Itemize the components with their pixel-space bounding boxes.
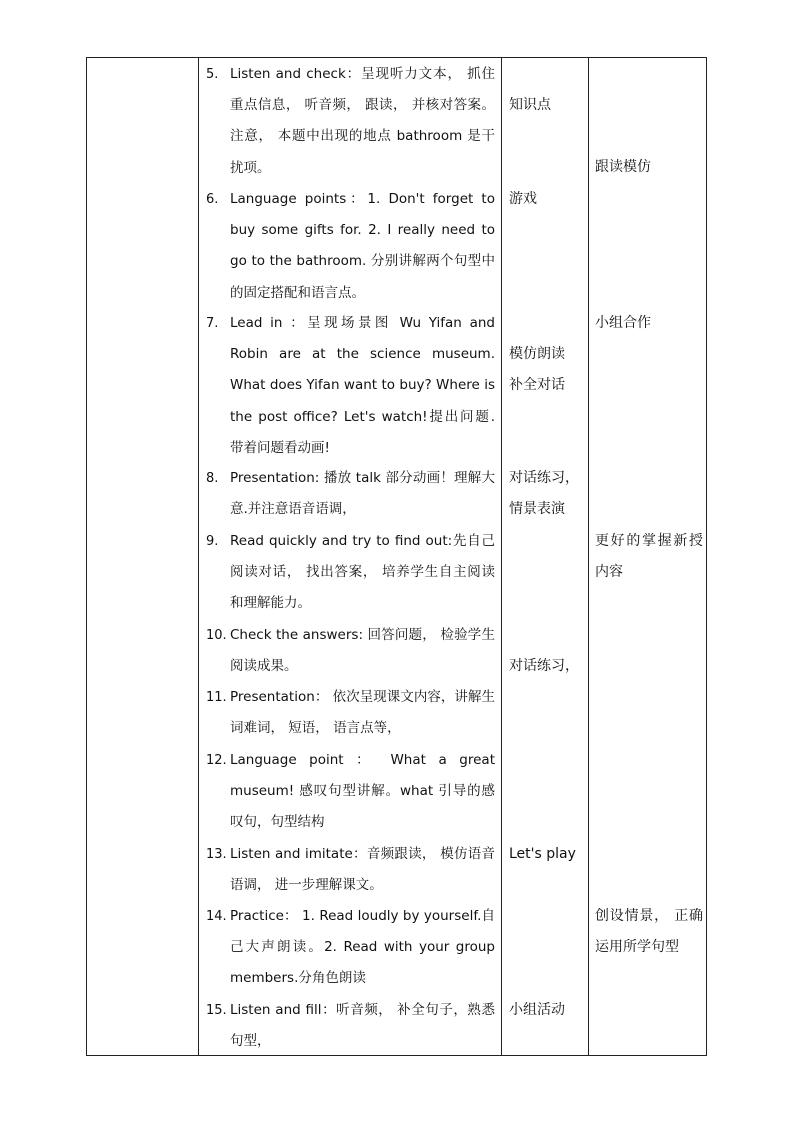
step-number: 6. bbox=[206, 192, 219, 207]
activity-note: 对话练习， bbox=[509, 658, 579, 674]
activity-note: Let's play bbox=[509, 846, 576, 862]
step-text: Language point ： What a great museum! 感叹句型讲解。what 引导的感叹句，句型结构 bbox=[230, 752, 495, 831]
purpose-note: 更好的掌握新授内容 bbox=[595, 533, 703, 581]
activity-note: 知识点 bbox=[509, 97, 551, 113]
purpose-note: 小组合作 bbox=[595, 315, 651, 331]
step-number: 14. bbox=[206, 909, 227, 924]
step-text: Read quickly and try to find out:先自己阅读对话， 找出答案， 培养学生自主阅读和理解能力。 bbox=[230, 533, 495, 612]
step-number: 5. bbox=[206, 67, 219, 82]
step-number: 8. bbox=[206, 471, 219, 486]
activity-note: 情景表演 bbox=[509, 501, 565, 517]
purpose-column bbox=[589, 58, 707, 1055]
step-text: Check the answers: 回答问题， 检验学生阅读成果。 bbox=[230, 627, 495, 675]
purpose-note: 创设情景， 正确运用所学句型 bbox=[595, 908, 703, 956]
procedure-column bbox=[199, 58, 501, 1055]
step-text: Listen and imitate：音频跟读， 模仿语音语调， 进一步理解课文。 bbox=[230, 846, 495, 894]
step-number: 11. bbox=[206, 690, 227, 705]
lesson-plan-table bbox=[86, 57, 707, 1056]
step-text: Language points：1. Don't forget to buy some gifts for. 2. I really need to go to the bathroom. 分别讲解两个句型中的固定搭配和语言点。 bbox=[230, 191, 495, 301]
step-text: Listen and check：呈现听力文本， 抓住重点信息， 听音频， 跟读， 并核对答案。注意， 本题中出现的地点 bathroom 是干扰项。 bbox=[230, 66, 495, 176]
purpose-note: 跟读模仿 bbox=[595, 159, 651, 175]
step-number: 13. bbox=[206, 847, 227, 862]
activity-note: 补全对话 bbox=[509, 377, 565, 393]
activity-note: 对话练习， bbox=[509, 470, 579, 486]
step-number: 7. bbox=[206, 316, 219, 331]
step-text: Presentation: 播放 talk 部分动画！理解大意.并注意语音语调， bbox=[230, 470, 495, 518]
step-text: Listen and fill：听音频， 补全句子，熟悉句型， bbox=[230, 1002, 495, 1050]
step-text: Practice： 1. Read loudly by yourself.自己大声朗读。2. Read with your group members.分角色朗读 bbox=[230, 908, 495, 987]
activity-note: 游戏 bbox=[509, 191, 537, 207]
activity-note: 小组活动 bbox=[509, 1002, 565, 1018]
step-number: 15. bbox=[206, 1003, 227, 1018]
step-number: 10. bbox=[206, 628, 227, 643]
step-text: Presentation： 依次呈现课文内容，讲解生词难词， 短语， 语言点等， bbox=[230, 689, 495, 737]
activity-note: 模仿朗读 bbox=[509, 346, 565, 362]
step-number: 12. bbox=[206, 753, 227, 768]
step-text: Lead in ：呈现场景图 Wu Yifan and Robin are at the science museum. What does Yifan want to buy? Where is the post office? Let's watch!提出问题. 带着问题看动画! bbox=[230, 315, 495, 456]
activity-column bbox=[502, 58, 588, 1055]
step-number: 9. bbox=[206, 534, 219, 549]
